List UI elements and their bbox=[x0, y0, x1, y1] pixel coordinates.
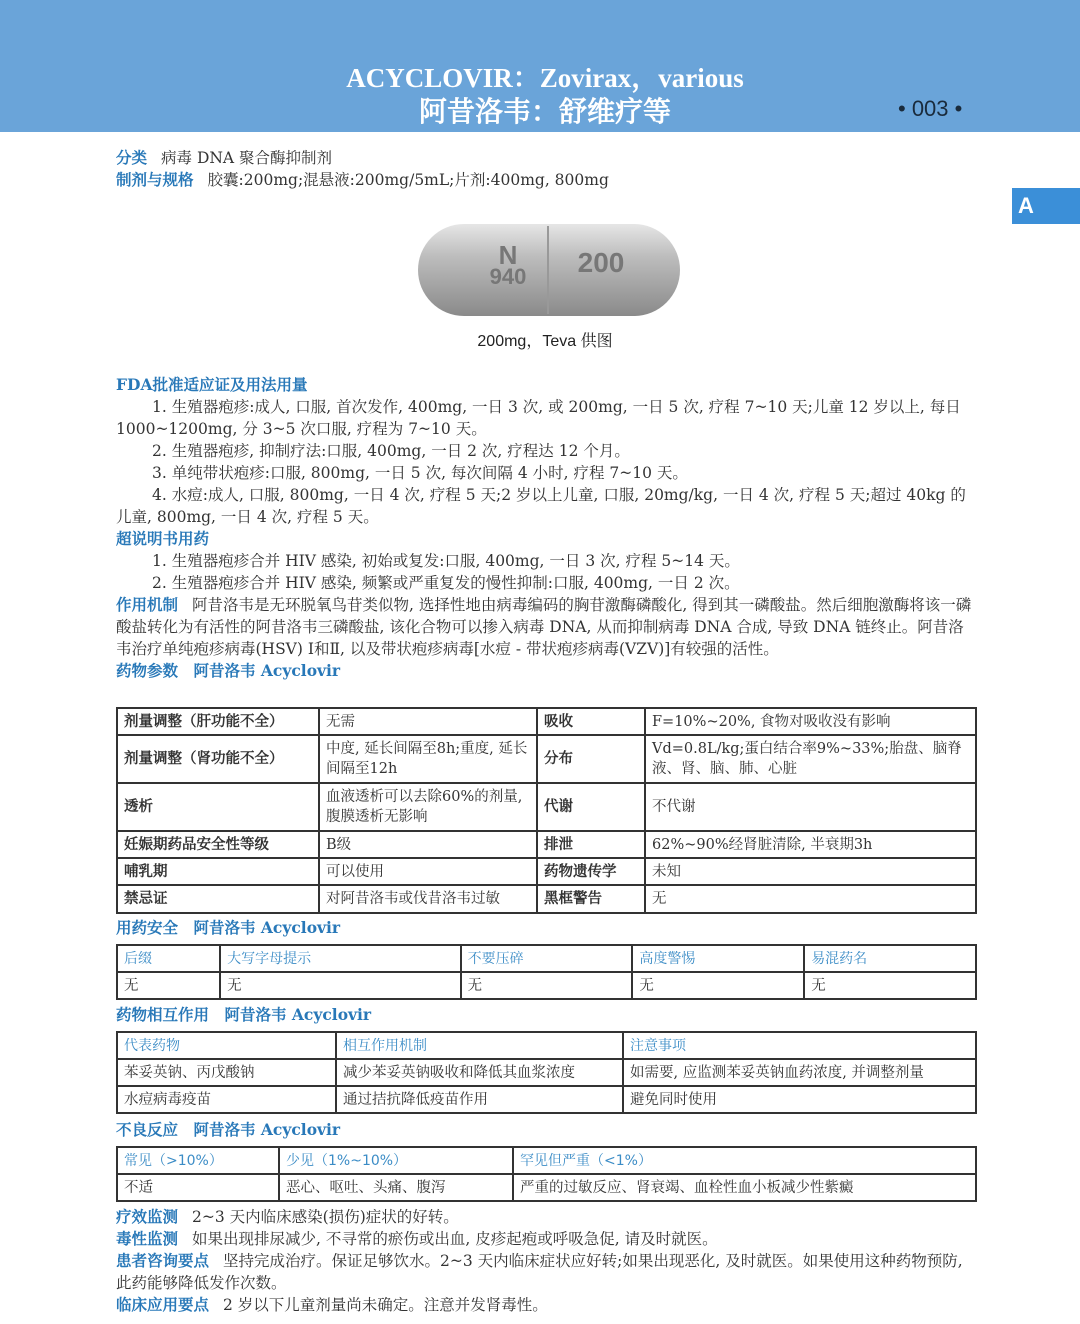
table-header-row bbox=[117, 945, 976, 972]
imprint-n: N bbox=[498, 240, 518, 270]
clinical-text: 2 岁以下儿童剂量尚未确定。注意并发肾毒性。 bbox=[223, 1296, 548, 1314]
cell: 剂量调整（肾功能不全） bbox=[117, 735, 319, 783]
cell: 禁忌证 bbox=[117, 885, 319, 913]
cell: 无需 bbox=[319, 708, 537, 735]
monitoring-section bbox=[116, 1206, 978, 1316]
cell: 黑框警告 bbox=[537, 885, 645, 913]
capsule-caption: 200mg，Teva 供图 bbox=[477, 333, 613, 350]
header-cell: 罕见但严重（<1%） bbox=[513, 1147, 976, 1174]
counseling-text: 坚持完成治疗。保证足够饮水。2~3 天内临床症状应好转;如果出现恶化, 及时就医。如果使用这种药物预防, 此药能够降低发作次数。 bbox=[116, 1252, 963, 1292]
counseling-label: 患者咨询要点 bbox=[116, 1251, 210, 1270]
header-cell: 代表药物 bbox=[117, 1032, 336, 1059]
cell: 对阿昔洛韦或伐昔洛韦过敏 bbox=[319, 885, 537, 913]
capsule-image bbox=[416, 220, 682, 320]
table-row bbox=[117, 735, 976, 783]
offlabel-item: 2. 生殖器疱疹合并 HIV 感染, 频繁或严重复发的慢性抑制:口服, 400mg, 一日 2 次。 bbox=[152, 574, 740, 592]
efficacy-text: 2~3 天内临床感染(损伤)症状的好转。 bbox=[192, 1208, 459, 1226]
table-row bbox=[117, 1059, 976, 1086]
header-cell: 注意事项 bbox=[623, 1032, 976, 1059]
cell: 无 bbox=[645, 885, 976, 913]
mechanism-text: 阿昔洛韦是无环脱氧鸟苷类似物, 选择性地由病毒编码的胸苷激酶磷酸化, 得到其一磷酸盐。然后细胞激酶将该一磷酸盐转化为有活性的阿昔洛韦三磷酸盐, 该化合物可以掺入病毒 DNA, 从而抑制病毒 DNA 合成, 导致 DNA 链终止。阿昔洛韦治疗单纯疱疹病毒(HSV) Ⅰ和Ⅱ, 以及带状疱疹病毒[水痘 - 带状疱疹病毒(VZV)]有较强的活性。 bbox=[116, 596, 972, 658]
fda-item: 1. 生殖器疱疹:成人, 口服, 首次发作, 400mg, 一日 3 次, 或 200mg, 一日 5 次, 疗程 7~10 天;儿童 12 岁以上, 每日 1000~1200mg, 分 3~5 次口服, 疗程为 7~10 天。 bbox=[116, 398, 961, 438]
cell: 代谢 bbox=[537, 783, 645, 831]
classification-value: 病毒 DNA 聚合酶抑制剂 bbox=[161, 149, 333, 167]
header-cell: 大写字母提示 bbox=[220, 945, 461, 972]
table-row bbox=[117, 972, 976, 999]
cell: 中度, 延长间隔至8h;重度, 延长间隔至12h bbox=[319, 735, 537, 783]
imprint-200: 200 bbox=[577, 247, 625, 278]
header-cell: 后缀 bbox=[117, 945, 220, 972]
toxicity-text: 如果出现排尿减少, 不寻常的瘀伤或出血, 皮疹起疱或呼吸急促, 请及时就医。 bbox=[192, 1230, 718, 1248]
cell: 水痘病毒疫苗 bbox=[117, 1086, 336, 1113]
cell: 无 bbox=[220, 972, 461, 999]
formulation-value: 胶囊:200mg;混悬液:200mg/5mL;片剂:400mg, 800mg bbox=[207, 171, 609, 189]
cell: 排泄 bbox=[537, 831, 645, 858]
header-cell: 相互作用机制 bbox=[336, 1032, 623, 1059]
table-header-row bbox=[117, 1032, 976, 1059]
params-heading: 药物参数 阿昔洛韦 Acyclovir bbox=[116, 661, 341, 680]
interactions-table bbox=[116, 1031, 977, 1114]
cell: 苯妥英钠、丙戊酸钠 bbox=[117, 1059, 336, 1086]
adverse-heading: 不良反应 阿昔洛韦 Acyclovir bbox=[116, 1120, 341, 1139]
adverse-table bbox=[116, 1146, 977, 1202]
interactions-heading: 药物相互作用 阿昔洛韦 Acyclovir bbox=[116, 1005, 372, 1024]
cell: 不适 bbox=[117, 1174, 279, 1201]
classification-label: 分类 bbox=[116, 148, 148, 167]
cell: 吸收 bbox=[537, 708, 645, 735]
cell: 通过拮抗降低疫苗作用 bbox=[336, 1086, 623, 1113]
safety-table bbox=[116, 944, 977, 1000]
cell: 血液透析可以去除60%的剂量, 腹膜透析无影响 bbox=[319, 783, 537, 831]
cell: 妊娠期药品安全性等级 bbox=[117, 831, 319, 858]
header-cell: 高度警惕 bbox=[632, 945, 804, 972]
cell: 哺乳期 bbox=[117, 858, 319, 885]
header-cell: 易混药名 bbox=[804, 945, 976, 972]
safety-heading: 用药安全 阿昔洛韦 Acyclovir bbox=[116, 918, 341, 937]
cell: 无 bbox=[117, 972, 220, 999]
cell: 无 bbox=[461, 972, 633, 999]
header-cell: 少见（1%~10%） bbox=[279, 1147, 513, 1174]
classification bbox=[116, 147, 978, 169]
fda-section bbox=[116, 374, 978, 682]
cell: 不代谢 bbox=[645, 783, 976, 831]
clinical-label: 临床应用要点 bbox=[116, 1295, 210, 1314]
offlabel-item: 1. 生殖器疱疹合并 HIV 感染, 初始或复发:口服, 400mg, 一日 3 次, 疗程 5~14 天。 bbox=[152, 552, 740, 570]
cell: 分布 bbox=[537, 735, 645, 783]
params-table bbox=[116, 707, 977, 914]
title-chinese: 阿昔洛韦：舒维疗等 bbox=[418, 95, 671, 128]
efficacy-monitoring bbox=[116, 1206, 978, 1228]
fda-heading: FDA批准适应证及用法用量 bbox=[116, 375, 308, 394]
formulation bbox=[116, 169, 978, 191]
table-row bbox=[117, 1086, 976, 1113]
efficacy-label: 疗效监测 bbox=[116, 1207, 179, 1226]
cell: 未知 bbox=[645, 858, 976, 885]
cell: 如需要, 应监测苯妥英钠血药浓度, 并调整剂量 bbox=[623, 1059, 976, 1086]
cell: F=10%~20%, 食物对吸收没有影响 bbox=[645, 708, 976, 735]
table-row bbox=[117, 708, 976, 735]
mechanism bbox=[116, 594, 978, 660]
cell: 药物遗传学 bbox=[537, 858, 645, 885]
section-tab-a[interactable]: A bbox=[1012, 188, 1080, 224]
table-header-row bbox=[117, 1147, 976, 1174]
title-english: ACYCLOVIR：Zovirax，various bbox=[346, 63, 744, 93]
toxicity-label: 毒性监测 bbox=[116, 1229, 179, 1248]
cell: Vd=0.8L/kg;蛋白结合率9%~33%;胎盘、脑脊液、肾、脑、肺、心脏 bbox=[645, 735, 976, 783]
fda-item: 3. 单纯带状疱疹:口服, 800mg, 一日 5 次, 每次间隔 4 小时, 疗程 7~10 天。 bbox=[152, 464, 688, 482]
fda-item: 2. 生殖器疱疹, 抑制疗法:口服, 400mg, 一日 2 次, 疗程达 12 个月。 bbox=[152, 442, 630, 460]
cell: 透析 bbox=[117, 783, 319, 831]
header-cell: 不要压碎 bbox=[461, 945, 633, 972]
cell: 无 bbox=[632, 972, 804, 999]
imprint-940: 940 bbox=[489, 264, 527, 289]
patient-counseling bbox=[116, 1250, 978, 1294]
cell: 减少苯妥英钠吸收和降低其血浆浓度 bbox=[336, 1059, 623, 1086]
cell: 严重的过敏反应、肾衰竭、血栓性血小板减少性紫癜 bbox=[513, 1174, 976, 1201]
table-row bbox=[117, 831, 976, 858]
cell: 无 bbox=[804, 972, 976, 999]
table-row bbox=[117, 783, 976, 831]
page-number: • 003 • bbox=[898, 96, 963, 121]
offlabel-heading: 超说明书用药 bbox=[116, 529, 210, 548]
table-row bbox=[117, 1174, 976, 1201]
table-row bbox=[117, 858, 976, 885]
table-row bbox=[117, 885, 976, 913]
cell: B级 bbox=[319, 831, 537, 858]
cell: 避免同时使用 bbox=[623, 1086, 976, 1113]
mechanism-label: 作用机制 bbox=[116, 595, 179, 614]
cell: 剂量调整（肝功能不全） bbox=[117, 708, 319, 735]
cell: 恶心、呕吐、头痛、腹泻 bbox=[279, 1174, 513, 1201]
fda-item: 4. 水痘:成人, 口服, 800mg, 一日 4 次, 疗程 5 天;2 岁以上儿童, 口服, 20mg/kg, 一日 4 次, 疗程 5 天;超过 40kg 的儿童, 800mg, 一日 4 次, 疗程 5 天。 bbox=[116, 486, 966, 526]
cell: 可以使用 bbox=[319, 858, 537, 885]
cell: 62%~90%经肾脏清除, 半衰期3h bbox=[645, 831, 976, 858]
header-cell: 常见（>10%） bbox=[117, 1147, 279, 1174]
toxicity-monitoring bbox=[116, 1228, 978, 1250]
clinical-points bbox=[116, 1294, 978, 1316]
formulation-label: 制剂与规格 bbox=[116, 170, 194, 189]
